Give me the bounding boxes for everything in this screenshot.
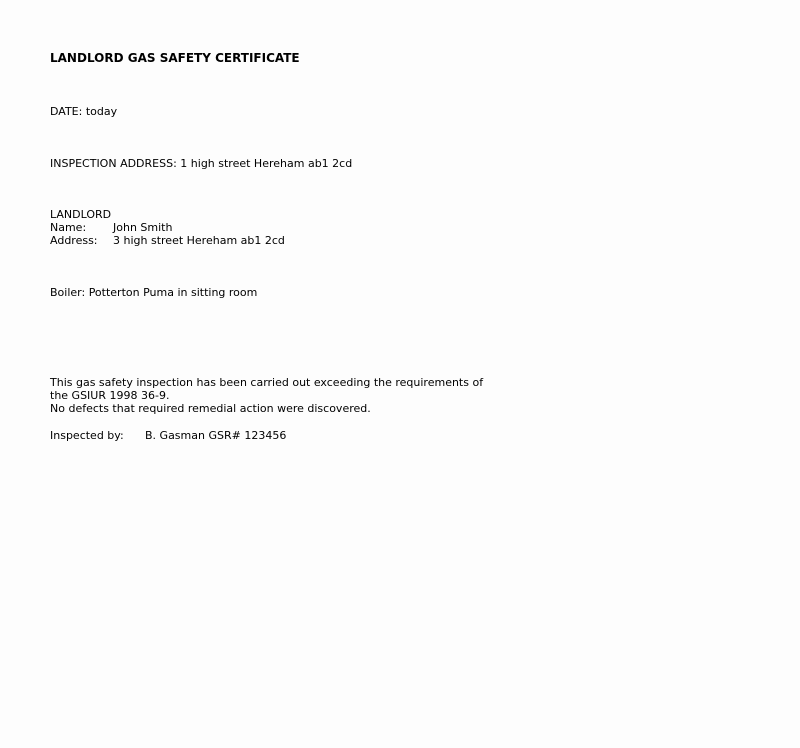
landlord-name-label: Name: bbox=[50, 221, 87, 234]
landlord-heading: LANDLORD bbox=[50, 208, 112, 221]
statement-line-3: No defects that required remedial action were discovered. bbox=[50, 402, 371, 415]
date-line: DATE: today bbox=[50, 105, 118, 118]
landlord-address-value: 3 high street Hereham ab1 2cd bbox=[113, 234, 285, 247]
statement-line-2: the GSIUR 1998 36-9. bbox=[50, 389, 170, 402]
landlord-address-label: Address: bbox=[50, 234, 98, 247]
statement-line-1: This gas safety inspection has been carried out exceeding the requirements of bbox=[50, 376, 484, 389]
landlord-name-value: John Smith bbox=[113, 221, 173, 234]
boiler-line: Boiler: Potterton Puma in sitting room bbox=[50, 286, 258, 299]
inspector-value: B. Gasman GSR# 123456 bbox=[145, 429, 287, 442]
landlord-address-row bbox=[50, 234, 285, 247]
landlord-name-row bbox=[50, 221, 172, 234]
inspection-address-line: INSPECTION ADDRESS: 1 high street Hereham ab1 2cd bbox=[50, 157, 353, 170]
certificate-title: LANDLORD GAS SAFETY CERTIFICATE bbox=[50, 51, 300, 65]
inspector-row bbox=[50, 429, 286, 442]
inspector-label: Inspected by: bbox=[50, 429, 124, 442]
